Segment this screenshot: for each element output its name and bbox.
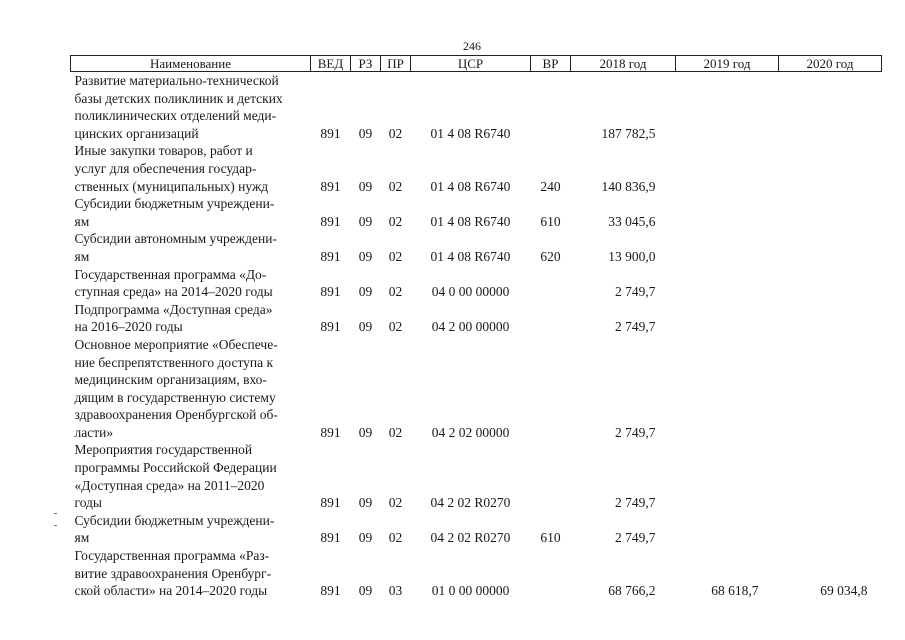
row-vr: [531, 72, 571, 143]
row-2019: [676, 336, 779, 442]
budget-table: [70, 55, 882, 600]
row-pr: 02: [388, 213, 403, 229]
scan-mark: [54, 525, 57, 526]
row-ved: 891: [320, 319, 341, 335]
row-2018: 2 749,7: [615, 284, 656, 300]
table-header-row: [71, 56, 882, 72]
row-name: Государственная программа «До- ступная среда» на 2014–2020 годы: [74, 266, 273, 300]
row-name: Иные закупки товаров, работ и услуг для обеспечения государ- ственных (муниципальных) нужд: [74, 143, 269, 194]
row-2019: [676, 72, 779, 143]
header-name: Наименование: [71, 56, 311, 72]
row-2020: [779, 230, 882, 265]
row-2020: [779, 142, 882, 195]
row-ved: 891: [320, 213, 341, 229]
row-name: Развитие материально-технической базы детских поликлиник и детских поликлинических отделений меди- цинских организаций: [74, 73, 283, 141]
row-rz: 09: [358, 178, 373, 194]
row-name: Субсидии автономным учреждени- ям: [74, 231, 277, 264]
row-csr: 01 4 08 R6740: [430, 213, 511, 229]
row-csr: 04 2 02 R0270: [430, 530, 511, 546]
table-row: [71, 142, 882, 195]
row-vr: [531, 266, 571, 301]
row-2019: 68 618,7: [711, 583, 759, 599]
row-name: Основное мероприятие «Обеспече- ние беспрепятственного доступа к медицинским организациям, вхо- дящим в государственную систему здравоохранения Оренбургской об- ласти»: [74, 336, 278, 440]
row-csr: 04 2 02 R0270: [430, 495, 511, 511]
header-rz: РЗ: [351, 56, 381, 72]
row-2020: [779, 266, 882, 301]
row-2018: 33 045,6: [608, 213, 656, 229]
row-pr: 02: [388, 178, 403, 194]
table-row: [71, 266, 882, 301]
row-vr: [531, 547, 571, 600]
row-vr: 620: [540, 248, 561, 264]
row-2018: 2 749,7: [615, 319, 656, 335]
row-ved: 891: [320, 248, 341, 264]
row-2018: 140 836,9: [601, 178, 656, 194]
table-row: [71, 230, 882, 265]
row-csr: 01 4 08 R6740: [430, 125, 511, 141]
row-vr: [531, 301, 571, 336]
row-vr: 240: [540, 178, 561, 194]
row-2019: [676, 195, 779, 230]
row-rz: 09: [358, 530, 373, 546]
table-row: [71, 301, 882, 336]
row-rz: 09: [358, 424, 373, 440]
row-2018: 2 749,7: [615, 495, 656, 511]
row-pr: 02: [388, 530, 403, 546]
row-pr: 03: [388, 583, 403, 599]
row-vr: 610: [540, 530, 561, 546]
row-2020: [779, 195, 882, 230]
row-2019: [676, 266, 779, 301]
page-number: 246: [463, 39, 481, 53]
row-ved: 891: [320, 178, 341, 194]
row-vr: 610: [540, 213, 561, 229]
row-vr: [531, 441, 571, 511]
row-rz: 09: [358, 583, 373, 599]
row-pr: 02: [388, 495, 403, 511]
row-csr: 04 0 00 00000: [431, 284, 510, 300]
row-pr: 02: [388, 284, 403, 300]
row-name: Субсидии бюджетным учреждени- ям: [74, 196, 275, 229]
row-ved: 891: [320, 125, 341, 141]
row-csr: 01 0 00 00000: [431, 583, 510, 599]
row-2018: 187 782,5: [601, 125, 656, 141]
row-rz: 09: [358, 248, 373, 264]
row-2020: [779, 301, 882, 336]
row-rz: 09: [358, 213, 373, 229]
row-2018: 68 766,2: [608, 583, 656, 599]
row-2020: 69 034,8: [820, 583, 868, 599]
header-ved: ВЕД: [311, 56, 351, 72]
row-name: Мероприятия государственной программы Российской Федерации «Доступная среда» на 2011–2020 годы: [74, 442, 277, 511]
row-vr: [531, 336, 571, 442]
header-csr: ЦСР: [411, 56, 531, 72]
header-pr: ПР: [381, 56, 411, 72]
row-rz: 09: [358, 319, 373, 335]
row-name: Субсидии бюджетным учреждени- ям: [74, 512, 275, 546]
row-2018: 13 900,0: [608, 248, 656, 264]
row-pr: 02: [388, 248, 403, 264]
row-name: Подпрограмма «Доступная среда» на 2016–2020 годы: [74, 301, 273, 335]
row-pr: 02: [388, 125, 403, 141]
header-2019: 2019 год: [676, 56, 779, 72]
row-2020: [779, 72, 882, 143]
row-2019: [676, 142, 779, 195]
table-row: [71, 72, 882, 143]
row-csr: 01 4 08 R6740: [430, 178, 511, 194]
row-rz: 09: [358, 495, 373, 511]
row-ved: 891: [320, 424, 341, 440]
row-pr: 02: [388, 319, 403, 335]
row-2019: [676, 441, 779, 511]
row-2019: [676, 230, 779, 265]
table-row: [71, 512, 882, 547]
row-rz: 09: [358, 284, 373, 300]
row-ved: 891: [320, 284, 341, 300]
row-ved: 891: [320, 583, 341, 599]
header-vr: ВР: [531, 56, 571, 72]
row-2019: [676, 301, 779, 336]
row-rz: 09: [358, 125, 373, 141]
row-2019: [676, 512, 779, 547]
table-row: [71, 195, 882, 230]
table-row: [71, 441, 882, 511]
row-2020: [779, 336, 882, 442]
row-2020: [779, 512, 882, 547]
row-csr: 04 2 00 00000: [431, 319, 510, 335]
row-name: Государственная программа «Раз- витие здравоохранения Оренбург- ской области» на 2014–2020 годы: [74, 548, 272, 599]
row-csr: 04 2 02 00000: [431, 424, 510, 440]
header-2020: 2020 год: [779, 56, 882, 72]
row-2020: [779, 441, 882, 511]
row-ved: 891: [320, 495, 341, 511]
row-2018: 2 749,7: [615, 424, 656, 440]
header-2018: 2018 год: [571, 56, 676, 72]
row-2018: 2 749,7: [615, 530, 656, 546]
table-row: [71, 547, 882, 600]
scan-mark: [54, 513, 57, 514]
row-pr: 02: [388, 424, 403, 440]
table-row: [71, 336, 882, 442]
row-csr: 01 4 08 R6740: [430, 248, 511, 264]
row-ved: 891: [320, 530, 341, 546]
